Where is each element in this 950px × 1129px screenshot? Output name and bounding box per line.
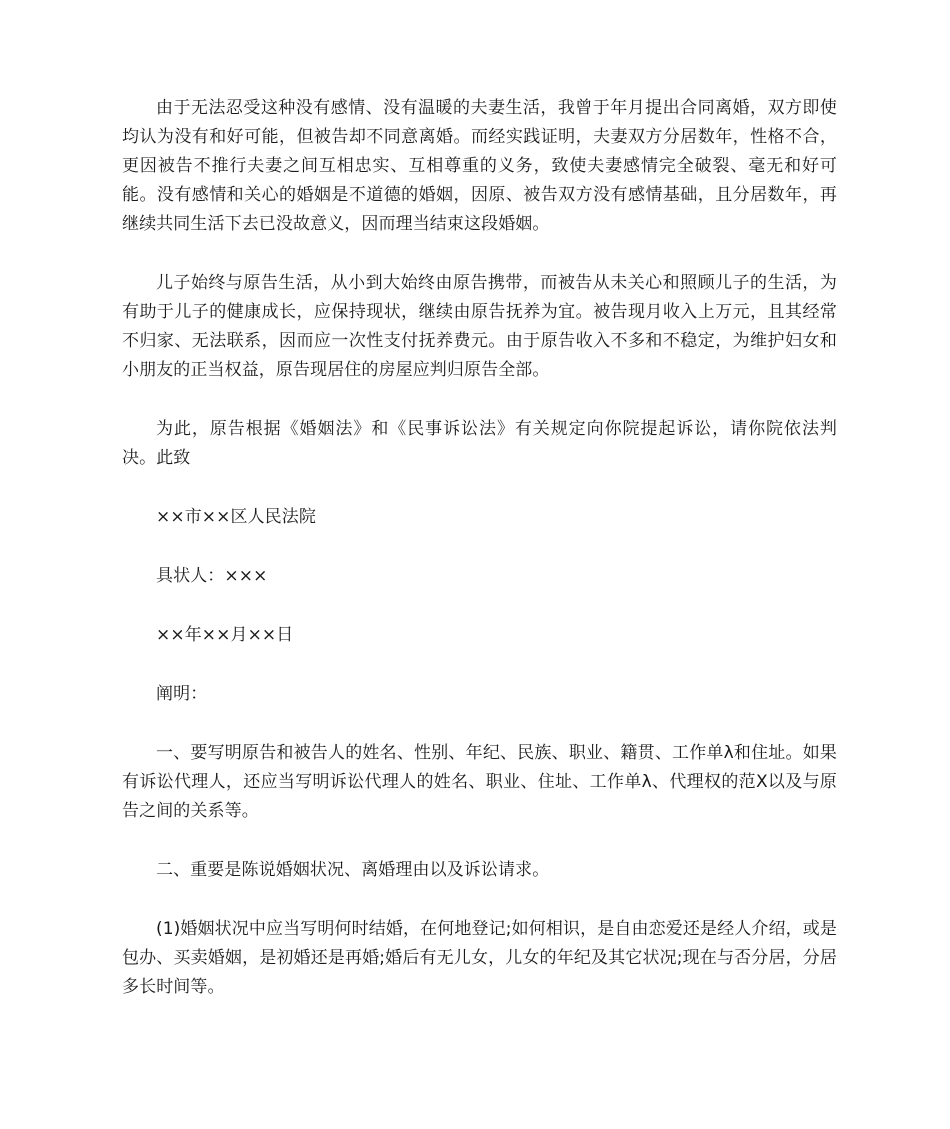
document-body — [122, 94, 837, 1002]
note-item-2: 二、重要是陈说婚姻状况、离婚理由以及诉讼请求。 — [156, 860, 550, 880]
note-item-1: 一、要写明原告和被告人的姓名、性别、年纪、民族、职业、籍贯、工作单λ和住址。如果有诉讼代理人，还应当写明诉讼代理人的姓名、职业、住址、工作单λ、代理权的范Χ以及与原告之间的关系等。 — [122, 743, 837, 821]
court-name: ××市××区人民法院 — [156, 507, 316, 527]
notes-heading: 阐明： — [156, 684, 208, 704]
note-item-2-1: (1)婚姻状况中应当写明何时结婚，在何地登记;如何相识，是自由恋爱还是经人介绍，或是包办、买卖婚姻，是初婚还是再婚;婚后有无儿女，儿女的年纪及其它状况;现在与否分居，分居多长时间等。 — [122, 919, 837, 997]
paragraph-child-custody: 儿子始终与原告生活，从小到大始终由原告携带，而被告从未关心和照顾儿子的生活，为有助于儿子的健康成长，应保持现状，继续由原告抚养为宜。被告现月收入上万元，且其经常不归家、无法联系，因而应一次性支付抚养费元。由于原告收入不多和不稳定，为维护妇女和小朋友的正当权益，原告现居住的房屋应判归原告全部。 — [122, 273, 837, 380]
paragraph-petition: 为此，原告根据《婚姻法》和《民事诉讼法》有关规定向你院提起诉讼，请你院依法判决。此致 — [122, 419, 837, 468]
document-date: ××年××月××日 — [156, 625, 294, 645]
petitioner-signature: 具状人：××× — [156, 566, 268, 586]
paragraph-reasons-divorce: 由于无法忍受这种没有感情、没有温暖的夫妻生活，我曾于年月提出合同离婚，双方即使均认为没有和好可能，但被告却不同意离婚。而经实践证明，夫妻双方分居数年，性格不合，更因被告不推行夫妻之间互相忠实、互相尊重的义务，致使夫妻感情完全破裂、毫无和好可能。没有感情和关心的婚姻是不道德的婚姻，因原、被告双方没有感情基础，且分居数年，再继续共同生活下去已没故意义，因而理当结束这段婚姻。 — [122, 98, 837, 234]
